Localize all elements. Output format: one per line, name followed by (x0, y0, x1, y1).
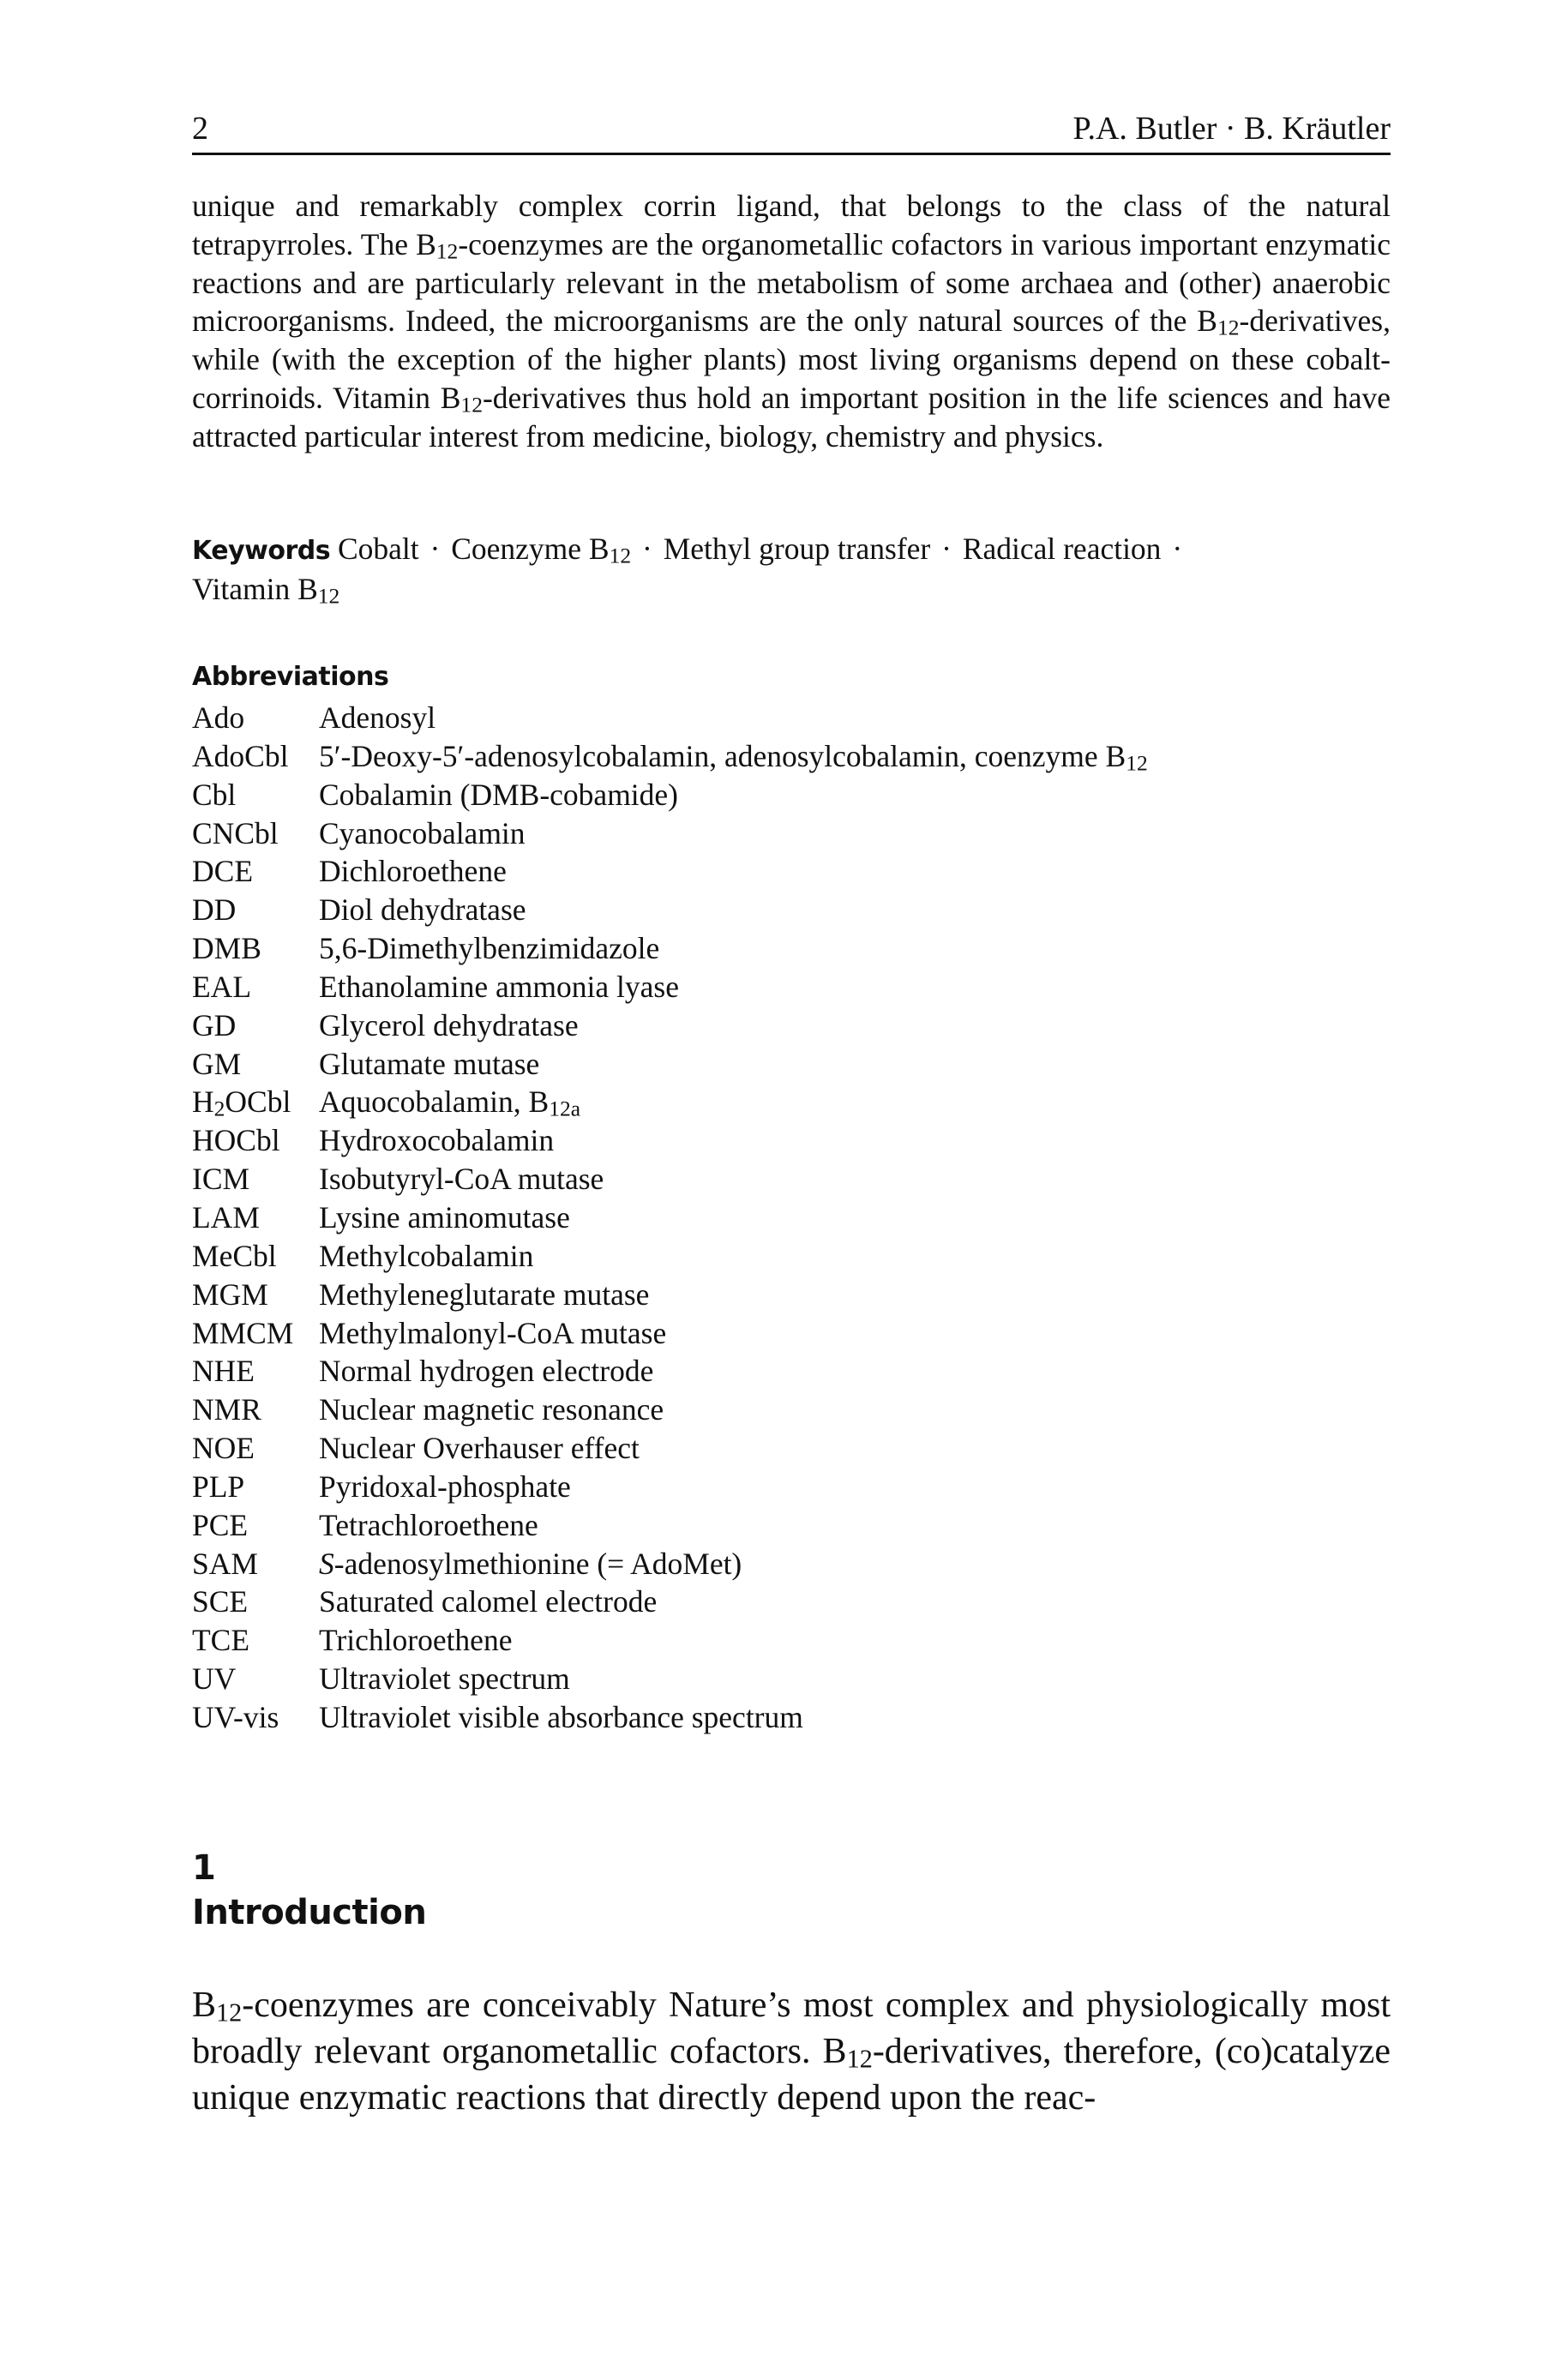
abbreviation-definition-text: Adenosyl (319, 700, 436, 735)
abbreviation-row (192, 1314, 1391, 1353)
abbreviation-row (192, 699, 1391, 737)
keyword: Vitamin B (192, 572, 318, 606)
abbreviation-definition-text: Diol dehydratase (319, 892, 526, 928)
intro-paragraph (192, 1982, 1391, 2121)
abbreviation-key (192, 1545, 258, 1583)
subscript: 2 (213, 1096, 225, 1122)
keyword: Cobalt (337, 532, 419, 566)
abbreviation-key-text: MeCbl (192, 1238, 277, 1273)
abbreviation-definition-text: Hydroxocobalamin (319, 1123, 555, 1158)
abbreviation-definition (319, 1621, 512, 1660)
abbreviation-definition (319, 737, 1148, 776)
abbreviation-key (192, 1121, 280, 1160)
abbreviation-key (192, 1621, 249, 1660)
abbreviation-key (192, 737, 288, 776)
subscript: 12 (216, 1998, 243, 2028)
abbreviation-key (192, 1083, 291, 1121)
abbreviation-key-text: PCE (192, 1507, 249, 1542)
abbreviation-definition (319, 1506, 538, 1545)
abbreviation-row (192, 1468, 1391, 1506)
abbreviation-key (192, 1698, 279, 1737)
page-number: 2 (192, 111, 208, 147)
abbreviation-row (192, 1506, 1391, 1545)
abbreviation-definition-text: Nuclear magnetic resonance (319, 1392, 664, 1427)
abbreviation-definition (319, 1698, 803, 1737)
abbreviation-key-text: AdoCbl (192, 738, 289, 773)
abbreviation-row (192, 968, 1391, 1006)
abbreviation-definition-text: 5′-Deoxy-5′-adenosylcobalamin, adenosylcobalamin, coenzyme B (319, 738, 1126, 773)
abbreviation-definition (319, 929, 659, 968)
abbreviation-definition-text: Ethanolamine ammonia lyase (319, 969, 679, 1004)
page-header (192, 110, 1391, 155)
abbreviations-list (192, 699, 1391, 1737)
keyword-separator: · (430, 532, 441, 566)
abbreviation-row (192, 1352, 1391, 1391)
abbreviation-definition (319, 1468, 571, 1506)
abbreviation-key-text: Ado (192, 700, 245, 735)
abbreviation-key-text: DD (192, 892, 237, 928)
abbreviation-key (192, 699, 244, 737)
abbreviation-definition-text: Glycerol dehydratase (319, 1007, 579, 1042)
abbreviation-definition (319, 1583, 657, 1621)
abbreviation-definition-text: Pyridoxal-phosphate (319, 1469, 571, 1504)
abbreviation-key (192, 968, 251, 1006)
abbreviation-key-text: ICM (192, 1162, 250, 1197)
abbreviation-definition-text: Normal hydrogen electrode (319, 1354, 654, 1389)
abstract-paragraph (192, 187, 1391, 456)
abbreviation-definition (319, 1391, 664, 1429)
abbreviation-key-text: UV (192, 1661, 237, 1697)
abbreviations-heading: Abbreviations (192, 662, 389, 692)
intro-text: -derivatives, therefore, (co)catalyze unique enzymatic reactions that directly depend upon the reac- (192, 2032, 1391, 2118)
intro-text: B (192, 1986, 217, 2025)
abbreviation-key (192, 1199, 260, 1237)
abbreviation-key (192, 1583, 248, 1621)
abbreviation-key-text: EAL (192, 969, 252, 1004)
abbreviation-definition-text: -adenosylmethionine (= AdoMet) (333, 1546, 742, 1581)
abbreviation-row (192, 852, 1391, 891)
abbreviation-row (192, 1006, 1391, 1045)
abbreviation-row (192, 1083, 1391, 1121)
abbreviation-key (192, 1391, 261, 1429)
abbreviation-row (192, 1199, 1391, 1237)
abbreviation-row (192, 1429, 1391, 1468)
abbreviation-definition (319, 776, 678, 814)
abbreviation-definition-text: Tetrachloroethene (319, 1507, 538, 1542)
abbreviation-definition (319, 1352, 653, 1391)
abbreviation-definition (319, 1006, 579, 1045)
abbreviation-key-text: NOE (192, 1431, 255, 1466)
keyword-separator: · (642, 532, 652, 566)
abbreviation-definition (319, 1545, 742, 1583)
abbreviation-definition-text: Ultraviolet visible absorbance spectrum (319, 1699, 803, 1734)
abbreviation-key-text: OCbl (225, 1084, 291, 1120)
abbreviation-key (192, 891, 236, 929)
abstract-text: -derivatives, while (with the exception of the higher plants) most living organisms depend on these cobalt-corrinoids. Vitamin B (192, 303, 1391, 415)
abbreviation-key (192, 1352, 255, 1391)
abbreviation-definition-text: 5,6-Dimethylbenzimidazole (319, 931, 660, 966)
abbreviation-row (192, 1237, 1391, 1276)
abbreviation-key-text: TCE (192, 1623, 250, 1658)
abbreviation-definition (319, 1314, 666, 1353)
abbreviation-key-text: NHE (192, 1354, 255, 1389)
abbreviation-key (192, 1468, 244, 1506)
abbreviation-key (192, 1314, 293, 1353)
abbreviation-definition (319, 699, 436, 737)
abbreviation-key (192, 1237, 277, 1276)
abbreviation-key-text: HOCbl (192, 1123, 280, 1158)
abbreviation-definition-text: Glutamate mutase (319, 1046, 540, 1081)
abbreviation-definition-text: Saturated calomel electrode (319, 1584, 658, 1619)
abbreviation-key (192, 1160, 249, 1199)
abbreviation-key (192, 1429, 255, 1468)
keywords-label: Keywords (192, 536, 331, 566)
abbreviation-key (192, 776, 236, 814)
abbreviation-definition-text: Trichloroethene (319, 1623, 513, 1658)
abbreviation-row (192, 1660, 1391, 1698)
italic-prefix: S (319, 1546, 334, 1581)
abbreviation-key-text: UV-vis (192, 1699, 279, 1734)
abbreviation-key-text: MGM (192, 1277, 268, 1312)
abstract-text: -coenzymes are the organometallic cofactors in various important enzymatic reactions and are particularly relevant in the metabolism of some archaea and (other) anaerobic microorganisms. Indeed, the microorganisms are the only natural sources of the B (192, 226, 1391, 339)
abbreviation-key-text: Cbl (192, 777, 237, 812)
abbreviation-row (192, 776, 1391, 814)
abbreviation-row (192, 1583, 1391, 1621)
keyword: Methyl group transfer (663, 532, 931, 566)
abbreviation-key (192, 929, 261, 968)
abbreviation-definition (319, 968, 679, 1006)
abbreviation-row (192, 737, 1391, 776)
abbreviation-row (192, 1698, 1391, 1737)
section-number: 1 (192, 1848, 216, 1888)
abbreviation-row (192, 1276, 1391, 1314)
abbreviation-key-text: NMR (192, 1392, 261, 1427)
abbreviation-key-text: CNCbl (192, 815, 279, 850)
abbreviation-key-text: DMB (192, 931, 261, 966)
abbreviation-key (192, 852, 253, 891)
subscript: 12 (460, 392, 483, 418)
abbreviation-key (192, 1276, 268, 1314)
abbreviation-definition (319, 891, 526, 929)
subscript: 12 (1126, 750, 1148, 776)
abbreviation-key-text: MMCM (192, 1315, 294, 1350)
abbreviation-definition (319, 1429, 640, 1468)
abbreviation-definition-text: Cyanocobalamin (319, 815, 526, 850)
abbreviation-row (192, 1045, 1391, 1084)
abbreviation-definition-text: Isobutyryl-CoA mutase (319, 1162, 604, 1197)
abbreviation-definition-text: Methyleneglutarate mutase (319, 1277, 650, 1312)
abbreviation-row (192, 1621, 1391, 1660)
intro-text: -coenzymes are conceivably Nature’s most complex and physiologically most broadly relevant organometallic cofactors. B (192, 1986, 1391, 2071)
subscript: 12 (609, 543, 632, 568)
abbreviation-key-text: DCE (192, 854, 253, 889)
abbreviation-row (192, 1121, 1391, 1160)
abbreviation-definition (319, 852, 507, 891)
abbreviation-key (192, 1660, 236, 1698)
subscript: 12a (549, 1096, 581, 1122)
abbreviation-key (192, 1006, 236, 1045)
abbreviation-definition-text: Lysine aminomutase (319, 1199, 570, 1235)
abbreviation-key-text: SCE (192, 1584, 249, 1619)
abbreviation-definition (319, 1045, 539, 1084)
abbreviation-definition-text: Ultraviolet spectrum (319, 1661, 570, 1697)
keyword: Radical reaction (962, 532, 1162, 566)
running-head: P.A. Butler · B. Kräutler (1072, 111, 1391, 147)
abbreviation-key (192, 1045, 241, 1084)
abbreviation-row (192, 929, 1391, 968)
abstract-text: -derivatives thus hold an important position in the life sciences and have attracted particular interest from medicine, biology, chemistry and physics. (192, 380, 1391, 454)
abbreviation-definition (319, 1121, 554, 1160)
keyword-separator: · (1172, 532, 1183, 566)
keyword-separator: · (941, 532, 952, 566)
abbreviation-definition-text: Cobalamin (DMB-cobamide) (319, 777, 678, 812)
abbreviation-definition-text: Dichloroethene (319, 854, 507, 889)
abbreviation-row (192, 891, 1391, 929)
abbreviation-key-text: GD (192, 1007, 237, 1042)
keywords-line (192, 530, 1391, 609)
abbreviation-key (192, 814, 279, 853)
abbreviation-key-text: LAM (192, 1199, 260, 1235)
abbreviation-definition (319, 1276, 649, 1314)
abbreviation-row (192, 1391, 1391, 1429)
abbreviation-row (192, 1160, 1391, 1199)
abbreviation-key-text: H (192, 1084, 214, 1120)
abbreviation-key-text: PLP (192, 1469, 245, 1504)
abbreviation-key-text: GM (192, 1046, 242, 1081)
abbreviation-definition (319, 1083, 580, 1121)
abbreviation-definition-text: Methylmalonyl-CoA mutase (319, 1315, 667, 1350)
subscript: 12 (436, 238, 459, 264)
abbreviation-definition-text: Methylcobalamin (319, 1238, 534, 1273)
abbreviation-definition (319, 1199, 570, 1237)
abstract-text: unique and remarkably complex corrin ligand, that belongs to the class of the natural tetrapyrroles. The B (192, 189, 1391, 261)
section-title: Introduction (192, 1893, 427, 1932)
abbreviation-key-text: SAM (192, 1546, 258, 1581)
abbreviation-key (192, 1506, 248, 1545)
abbreviation-row (192, 814, 1391, 853)
subscript: 12 (317, 583, 340, 609)
abbreviation-definition (319, 814, 526, 853)
abbreviation-definition-text: Nuclear Overhauser effect (319, 1431, 640, 1466)
abbreviation-definition-text: Aquocobalamin, B (319, 1084, 550, 1120)
subscript: 12 (846, 2044, 873, 2074)
keyword: Coenzyme B (451, 532, 610, 566)
abbreviation-definition (319, 1237, 533, 1276)
subscript: 12 (1217, 315, 1240, 340)
abbreviation-row (192, 1545, 1391, 1583)
abbreviation-definition (319, 1660, 570, 1698)
abbreviation-definition (319, 1160, 604, 1199)
